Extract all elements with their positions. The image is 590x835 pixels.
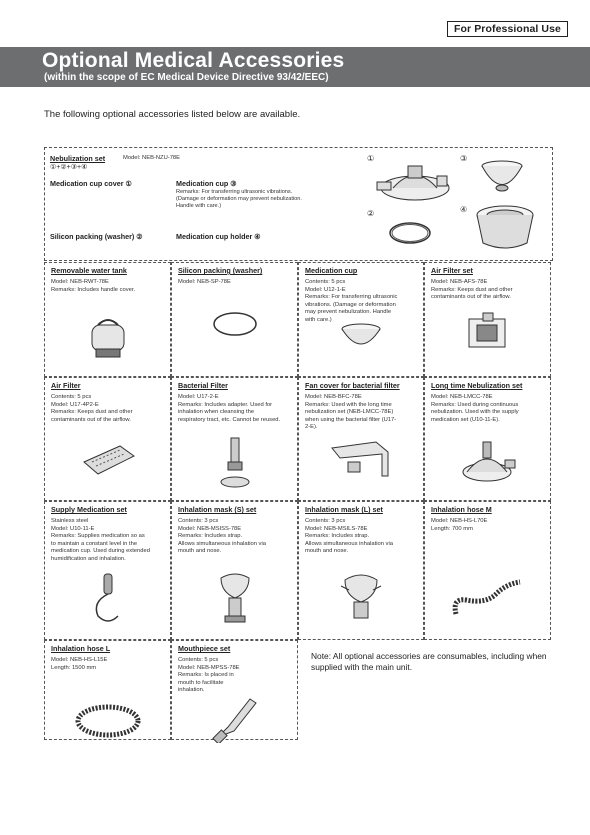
long-time-nebulization-set-detail: Remarks: Used during continuous bbox=[431, 401, 519, 408]
accessory-air-filter-set bbox=[424, 262, 551, 377]
title-banner bbox=[0, 47, 590, 87]
removable-water-tank-detail: Remarks: Includes handle cover. bbox=[51, 286, 136, 293]
accessory-inhalation-hose-l bbox=[44, 640, 171, 740]
mouthpiece-set-detail: mouth to facilitate bbox=[178, 679, 224, 686]
fan-cover-illustration bbox=[328, 438, 394, 485]
accessory-inhalation-hose-m bbox=[424, 501, 551, 640]
removable-water-tank-title: Removable water tank bbox=[51, 266, 127, 275]
accessory-silicon-packing bbox=[171, 262, 298, 377]
accessory-inhalation-mask-l bbox=[298, 501, 424, 640]
medication-cup-illustration bbox=[338, 323, 384, 358]
air-filter-detail: Model: U17-4P2-E bbox=[51, 401, 99, 408]
consumables-note: Note: All optional accessories are consumables, including when supplied with the main unit. bbox=[311, 651, 547, 672]
air-filter-detail: contaminants out of the airflow. bbox=[51, 416, 131, 423]
accessory-medication-cup bbox=[298, 262, 424, 377]
cup-holder-illustration bbox=[473, 203, 537, 255]
mouthpiece-set-detail: Remarks: Is placed in bbox=[178, 672, 234, 679]
accessory-fan-cover bbox=[298, 377, 424, 501]
cup-cover-illustration bbox=[375, 158, 455, 208]
intro-text: The following optional accessories listed below are available. bbox=[44, 109, 301, 120]
callout-3: ③ bbox=[460, 154, 468, 163]
inhalation-mask-s-illustration bbox=[215, 572, 255, 631]
medication-cup-illustration bbox=[477, 158, 527, 198]
fan-cover-detail: Remarks: Used with the long time bbox=[305, 401, 392, 408]
inhalation-mask-l-illustration bbox=[339, 572, 383, 631]
air-filter-set-title: Air Filter set bbox=[431, 266, 473, 275]
fan-cover-detail: 2-E). bbox=[305, 424, 318, 431]
inhalation-mask-s-detail: Remarks: Includes strap. bbox=[178, 533, 243, 540]
silicon-packing-illustration bbox=[210, 309, 260, 344]
inhalation-mask-s-detail: Allows simultaneous inhalation via bbox=[178, 540, 266, 547]
long-time-nebulization-set-title: Long time Nebulization set bbox=[431, 381, 523, 390]
air-filter-title: Air Filter bbox=[51, 381, 81, 390]
air-filter-detail: Remarks: Keeps dust and other bbox=[51, 409, 133, 416]
inhalation-hose-l-detail: Length: 1500 mm bbox=[51, 664, 97, 671]
accessory-long-time-nebulization-set bbox=[424, 377, 551, 501]
inhalation-mask-l-detail: Remarks: Includes strap. bbox=[305, 533, 370, 540]
bacterial-filter-detail: Model: U17-2-E bbox=[178, 394, 219, 400]
medication-cup-remarks-3: Handle with care.) bbox=[176, 203, 222, 209]
silicon-washer-label: Silicon packing (washer) ② bbox=[50, 232, 143, 241]
inhalation-mask-s-title: Inhalation mask (S) set bbox=[178, 505, 257, 514]
accessory-mouthpiece-set bbox=[171, 640, 298, 740]
page-subtitle: (within the scope of EC Medical Device Directive 93/42/EEC) bbox=[44, 72, 329, 83]
medication-cup-detail: Model: U12-1-E bbox=[305, 286, 346, 293]
inhalation-mask-l-detail: Model: NEB-MSILS-78E bbox=[305, 525, 368, 532]
medication-cup-label: Medication cup ③ bbox=[176, 179, 237, 188]
bacterial-filter-detail: respiratory tract, etc. Cannot be reused. bbox=[178, 416, 281, 423]
mouthpiece-set-detail: Contents: 5 pcs bbox=[178, 657, 219, 663]
medication-cup-title: Medication cup bbox=[305, 266, 358, 275]
medication-cup-cover-label: Medication cup cover ① bbox=[50, 179, 132, 188]
professional-use-badge: For Professional Use bbox=[447, 21, 568, 37]
accessory-removable-water-tank bbox=[44, 262, 171, 377]
fan-cover-detail: Model: NEB-BFC-78E bbox=[305, 394, 362, 400]
fan-cover-title: Fan cover for bacterial filter bbox=[305, 381, 400, 390]
accessory-air-filter bbox=[44, 377, 171, 501]
medication-cup-detail: with care.) bbox=[305, 316, 332, 323]
accessory-supply-medication-set bbox=[44, 501, 171, 640]
medication-cup-remarks-2: (Damage or deformation may prevent nebulization. bbox=[176, 196, 302, 202]
supply-medication-set-detail: humidification and inhalation. bbox=[51, 555, 126, 562]
callout-2: ② bbox=[367, 209, 375, 218]
long-time-nebulization-set-detail: Model: NEB-LMCC-78E bbox=[431, 394, 493, 400]
nebulization-set-title: Nebulization set bbox=[50, 154, 106, 163]
silicon-packing-detail: Model: NEB-SP-78E bbox=[178, 279, 231, 285]
inhalation-mask-s-detail: Model: NEB-MSISS-78E bbox=[178, 525, 242, 532]
long-time-nebulization-set-detail: medication set (U10-11-E). bbox=[431, 416, 500, 423]
mouthpiece-set-detail: inhalation. bbox=[178, 687, 205, 694]
medication-cup-detail: may prevent nebulization. Handle bbox=[305, 309, 392, 316]
air-filter-detail: Contents: 5 pcs bbox=[51, 394, 92, 400]
inhalation-mask-l-detail: mouth and nose. bbox=[305, 548, 349, 555]
nebulization-set-section bbox=[44, 147, 553, 261]
supply-medication-set-detail: medication cup. Used during extended bbox=[51, 548, 150, 555]
bacterial-filter-title: Bacterial Filter bbox=[178, 381, 228, 390]
air-filter-set-detail: contaminants out of the airflow. bbox=[431, 294, 511, 301]
supply-medication-set-detail: Remarks: Supplies medication so as bbox=[51, 533, 145, 540]
callout-1: ① bbox=[367, 154, 375, 163]
medication-cup-remarks-1: Remarks: For transferring ultrasonic vibrations. bbox=[176, 189, 293, 195]
air-filter-set-detail: Model: NEB-AFS-78E bbox=[431, 279, 488, 285]
inhalation-hose-l-detail: Model: NEB-HS-L15E bbox=[51, 657, 108, 663]
bacterial-filter-detail: Remarks: Includes adapter. Used for bbox=[178, 401, 273, 408]
accessory-inhalation-mask-s bbox=[171, 501, 298, 640]
removable-water-tank-detail: Model: NEB-RWT-78E bbox=[51, 279, 109, 285]
inhalation-mask-l-detail: Allows simultaneous inhalation via bbox=[305, 540, 393, 547]
nebulization-set-model: Model: NEB-NZU-78E bbox=[123, 155, 181, 161]
supply-medication-set-illustration bbox=[88, 572, 128, 631]
inhalation-hose-m-detail: Model: NEB-HS-L70E bbox=[431, 518, 488, 524]
long-time-nebulization-set-detail: nebulization. Used with the supply bbox=[431, 409, 519, 416]
inhalation-mask-s-detail: mouth and nose. bbox=[178, 548, 222, 555]
removable-water-tank-illustration bbox=[86, 317, 130, 366]
long-time-nebulization-set-illustration bbox=[457, 438, 519, 491]
inhalation-hose-m-title: Inhalation hose M bbox=[431, 505, 492, 514]
air-filter-set-detail: Remarks: Keeps dust and other bbox=[431, 286, 513, 293]
supply-medication-set-detail: Stainless steel bbox=[51, 518, 89, 524]
page-title: Optional Medical Accessories bbox=[42, 49, 345, 72]
inhalation-mask-s-detail: Contents: 3 pcs bbox=[178, 518, 219, 524]
medication-cup-detail: vibrations. (Damage or deformation bbox=[305, 301, 396, 308]
medication-cup-detail: Contents: 5 pcs bbox=[305, 279, 346, 285]
medication-cup-detail: Remarks: For transferring ultrasonic bbox=[305, 294, 398, 301]
air-filter-illustration bbox=[80, 442, 136, 483]
bacterial-filter-illustration bbox=[218, 436, 252, 495]
inhalation-hose-l-illustration bbox=[74, 699, 142, 748]
medication-cup-holder-label: Medication cup holder ④ bbox=[176, 232, 261, 241]
nebulization-set-composition: ①+②+③+④ bbox=[50, 164, 88, 171]
fan-cover-detail: when using the bacterial filter (U17- bbox=[305, 416, 397, 423]
mouthpiece-set-detail: Model: NEB-MPSS-78E bbox=[178, 664, 240, 671]
supply-medication-set-detail: to maintain a constant level in the bbox=[51, 540, 138, 547]
accessory-bacterial-filter bbox=[171, 377, 298, 501]
air-filter-set-illustration bbox=[463, 309, 513, 358]
inhalation-hose-m-illustration bbox=[450, 578, 526, 623]
supply-medication-set-title: Supply Medication set bbox=[51, 505, 127, 514]
silicon-packing-title: Silicon packing (washer) bbox=[178, 266, 263, 275]
mouthpiece-set-title: Mouthpiece set bbox=[178, 644, 231, 653]
inhalation-hose-l-title: Inhalation hose L bbox=[51, 644, 111, 653]
mouthpiece-set-illustration bbox=[210, 693, 260, 748]
washer-illustration bbox=[387, 220, 433, 246]
callout-4: ④ bbox=[460, 205, 468, 214]
supply-medication-set-detail: Model: U10-11-E bbox=[51, 525, 95, 532]
bacterial-filter-detail: inhalation when cleansing the bbox=[178, 409, 255, 416]
fan-cover-detail: nebulization set (NEB-LMCC-78E) bbox=[305, 409, 394, 416]
inhalation-mask-l-title: Inhalation mask (L) set bbox=[305, 505, 383, 514]
inhalation-hose-m-detail: Length: 700 mm bbox=[431, 525, 473, 532]
inhalation-mask-l-detail: Contents: 3 pcs bbox=[305, 518, 346, 524]
